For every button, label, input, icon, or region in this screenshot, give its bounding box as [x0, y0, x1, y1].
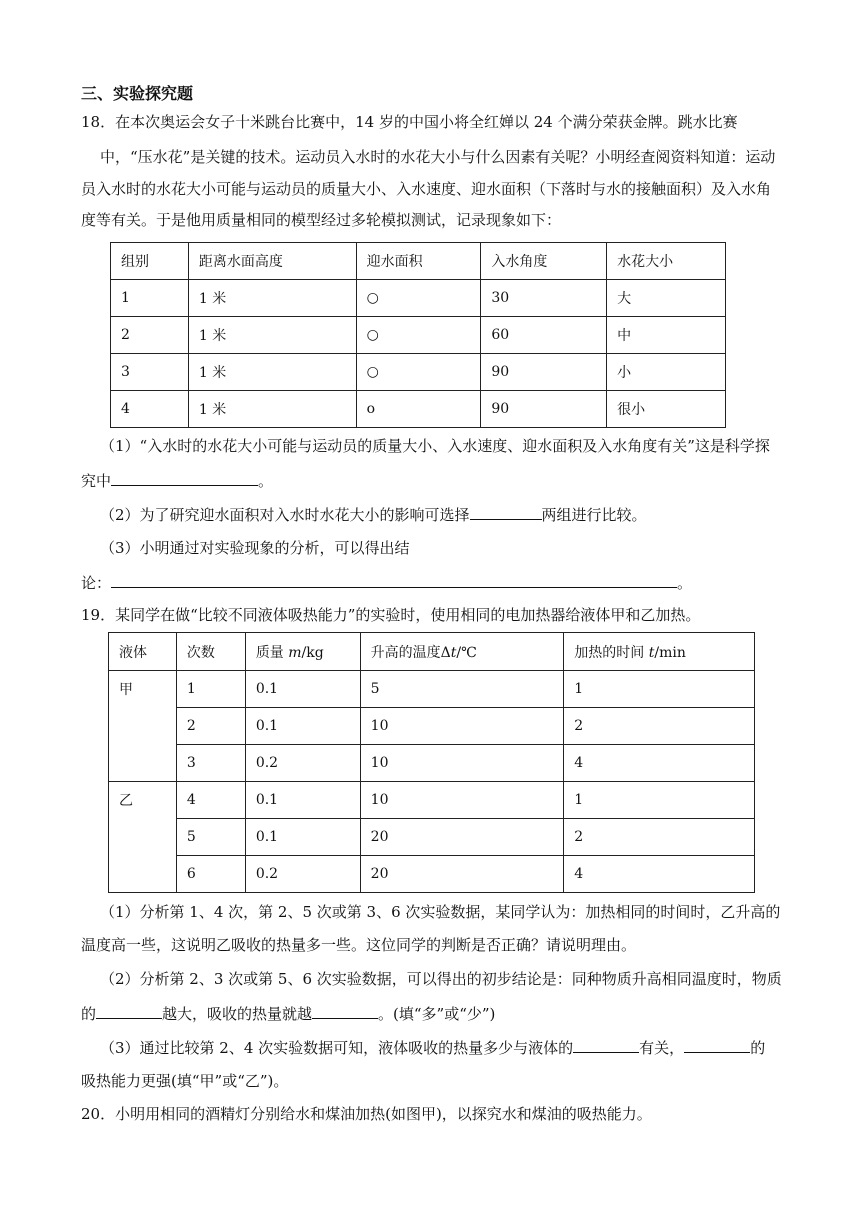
table-cell: 30: [481, 280, 607, 317]
table-cell: 1 米: [188, 391, 356, 428]
q18-sub1-line-2: [81, 469, 273, 492]
table-cell: 3: [111, 354, 189, 391]
header-count: 次数: [176, 633, 245, 671]
group-label-a: 甲: [109, 671, 177, 782]
table-cell: 0.2: [245, 745, 360, 782]
table-cell: 90: [481, 354, 607, 391]
q20-intro: 20．小明用相同的酒精灯分别给水和煤油加热(如图甲)，以探究水和煤油的吸热能力。: [81, 1105, 652, 1123]
q19-sub2-prefix: 的: [81, 1005, 97, 1023]
table-cell: 2: [564, 819, 755, 856]
table-row: [109, 708, 755, 745]
header-angle: 入水角度: [481, 243, 607, 280]
q18-sub2-suffix: 两组进行比较。: [541, 506, 647, 524]
table-cell: 1: [564, 782, 755, 819]
q18-sub1-line-1: （1）“入水时的水花大小可能与运动员的质量大小、入水速度、迎水面积及入水角度有关”这是科学探: [100, 437, 770, 455]
table-cell: 2: [176, 708, 245, 745]
q18-line-3: 员入水时的水花大小可能与运动员的质量大小、入水速度、迎水面积（下落时与水的接触面积）及入水角: [81, 180, 772, 198]
table-cell: 4: [111, 391, 189, 428]
q18-sub3-end: 。: [677, 574, 693, 592]
table-cell: 1 米: [188, 317, 356, 354]
q18-sub1-end: 。: [258, 472, 274, 490]
q19-sub3-middle: 有关，: [639, 1039, 685, 1057]
table-row: [109, 819, 755, 856]
table-header-row: [109, 633, 755, 671]
table-row: [111, 280, 726, 317]
answer-blank[interactable]: [470, 503, 542, 520]
header-group: 组别: [111, 243, 189, 280]
header-area: 迎水面积: [356, 243, 481, 280]
q19-sub2-line-1: （2）分析第 2、3 次或第 5、6 次实验数据，可以得出的初步结论是：同种物质升高相同温度时，物质: [100, 970, 782, 988]
table-cell: 0.1: [245, 819, 360, 856]
q18-sub3-line-1: （3）小明通过对实验现象的分析，可以得出结: [100, 539, 410, 557]
table-cell: 1: [111, 280, 189, 317]
table-cell: 1 米: [188, 354, 356, 391]
q19-sub2-line-2: [81, 1002, 495, 1025]
table-row: [111, 317, 726, 354]
table-cell: 1 米: [188, 280, 356, 317]
table-cell: 4: [564, 856, 755, 893]
table-cell: 4: [176, 782, 245, 819]
table-cell: 0.1: [245, 708, 360, 745]
table-cell: 1: [176, 671, 245, 708]
header-liquid: 液体: [109, 633, 177, 671]
table-cell: 3: [176, 745, 245, 782]
q19-table: [108, 632, 755, 893]
table-cell: 0.1: [245, 671, 360, 708]
table-cell: 4: [564, 745, 755, 782]
q19-sub2-middle: 越大，吸收的热量就越: [162, 1005, 313, 1023]
table-cell: 中: [607, 317, 726, 354]
q19-sub3-suffix: 的: [750, 1039, 766, 1057]
answer-blank[interactable]: [684, 1036, 750, 1053]
q18-line-2: 中，“压水花”是关键的技术。运动员入水时的水花大小与什么因素有关呢？小明经查阅资料知道：运动: [100, 148, 776, 166]
answer-blank[interactable]: [111, 571, 677, 588]
table-cell: 小: [607, 354, 726, 391]
q18-sub2-prefix: （2）为了研究迎水面积对入水时水花大小的影响可选择: [100, 506, 470, 524]
table-cell: 2: [564, 708, 755, 745]
table-cell: o: [356, 391, 481, 428]
table-row: [111, 354, 726, 391]
table-row: [109, 671, 755, 708]
table-cell: 20: [360, 856, 564, 893]
q19-intro: 19．某同学在做“比较不同液体吸热能力”的实验时，使用相同的电加热器给液体甲和乙加热。: [81, 606, 701, 624]
q18-line-4: 度等有关。于是他用质量相同的模型经过多轮模拟测试，记录现象如下：: [81, 211, 562, 229]
q18-sub3-prefix: 论：: [81, 574, 112, 592]
section-title: 三、实验探究题: [81, 84, 194, 103]
table-row: [109, 856, 755, 893]
table-row: [109, 745, 755, 782]
table-row: [109, 782, 755, 819]
q19-sub2-suffix: 。(填“多”或“少”): [378, 1005, 496, 1023]
answer-blank[interactable]: [573, 1036, 639, 1053]
group-label-b: 乙: [109, 782, 177, 893]
table-cell: 90: [481, 391, 607, 428]
table-row: [111, 391, 726, 428]
q19-sub3-line-1: [100, 1036, 765, 1059]
table-cell: 0.1: [245, 782, 360, 819]
q19-sub1-line-2: 温度高一些，这说明乙吸收的热量多一些。这位同学的判断是否正确？请说明理由。: [81, 936, 637, 954]
q19-sub3-line-2: 吸热能力更强(填“甲”或“乙”)。: [81, 1072, 289, 1090]
q18-sub1-prefix: 究中: [81, 472, 112, 490]
table-cell: 5: [176, 819, 245, 856]
table-cell: 0.2: [245, 856, 360, 893]
answer-blank[interactable]: [96, 1002, 162, 1019]
header-time: 加热的时间 t/min: [564, 633, 755, 671]
q18-table: [110, 242, 726, 428]
q18-sub2-line: [100, 503, 647, 526]
table-cell: 1: [564, 671, 755, 708]
table-cell: ○: [356, 354, 481, 391]
table-cell: 5: [360, 671, 564, 708]
header-splash: 水花大小: [607, 243, 726, 280]
table-cell: 20: [360, 819, 564, 856]
header-height: 距离水面高度: [188, 243, 356, 280]
header-mass: 质量 m/kg: [245, 633, 360, 671]
answer-blank[interactable]: [312, 1002, 378, 1019]
table-cell: 大: [607, 280, 726, 317]
header-temp: 升高的温度Δt/℃: [360, 633, 564, 671]
table-cell: 10: [360, 708, 564, 745]
table-cell: 10: [360, 782, 564, 819]
q19-sub3-prefix: （3）通过比较第 2、4 次实验数据可知，液体吸收的热量多少与液体的: [100, 1039, 574, 1057]
table-cell: ○: [356, 280, 481, 317]
answer-blank[interactable]: [111, 469, 258, 486]
table-cell: 10: [360, 745, 564, 782]
table-cell: ○: [356, 317, 481, 354]
table-cell: 2: [111, 317, 189, 354]
table-cell: 很小: [607, 391, 726, 428]
table-cell: 60: [481, 317, 607, 354]
table-cell: 6: [176, 856, 245, 893]
q19-sub1-line-1: （1）分析第 1、4 次，第 2、5 次或第 3、6 次实验数据，某同学认为：加热相同的时间时，乙升高的: [100, 903, 781, 921]
q18-sub3-line-2: [81, 571, 692, 594]
q18-line-1: 18．在本次奥运会女子十米跳台比赛中，14 岁的中国小将全红婵以 24 个满分荣获金牌。跳水比赛: [81, 113, 738, 131]
table-header-row: [111, 243, 726, 280]
